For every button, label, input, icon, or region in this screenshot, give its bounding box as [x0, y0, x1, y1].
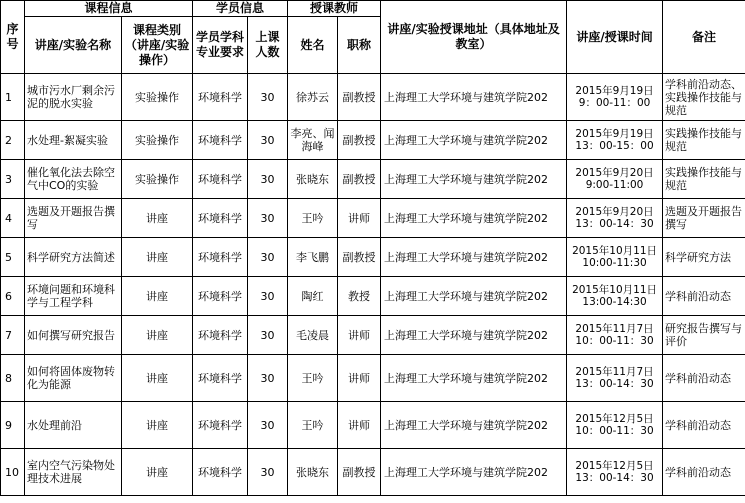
cell-seq: 8: [1, 355, 25, 402]
cell-teacher-title: 教授: [338, 277, 381, 316]
cell-count: 30: [248, 277, 288, 316]
cell-note: 学科前沿动态: [663, 355, 745, 402]
cell-course-type: 讲座: [122, 316, 193, 355]
cell-course-type: 实验操作: [122, 74, 193, 121]
cell-course-type: 讲座: [122, 402, 193, 449]
cell-seq: 5: [1, 238, 25, 277]
header-course-name: 讲座/实验名称: [25, 17, 122, 74]
cell-course-name: 室内空气污染物处理技术进展: [25, 449, 122, 496]
cell-course-name: 如何将固体废物转化为能源: [25, 355, 122, 402]
table-row: [1, 238, 745, 277]
cell-count: 30: [248, 199, 288, 238]
cell-major: 环境科学: [193, 277, 248, 316]
cell-course-type: 讲座: [122, 355, 193, 402]
cell-location: 上海理工大学环境与建筑学院202: [381, 74, 567, 121]
cell-seq: 6: [1, 277, 25, 316]
cell-count: 30: [248, 121, 288, 160]
cell-count: 30: [248, 238, 288, 277]
table-row: [1, 277, 745, 316]
cell-teacher-name: 李亮、闻海峰: [288, 121, 338, 160]
header-major: 学员学科专业要求: [193, 17, 248, 74]
cell-major: 环境科学: [193, 402, 248, 449]
table-row: [1, 449, 745, 496]
cell-teacher-title: 讲师: [338, 199, 381, 238]
cell-note: 实践操作技能与规范: [663, 160, 745, 199]
cell-course-type: 实验操作: [122, 121, 193, 160]
cell-location: 上海理工大学环境与建筑学院202: [381, 316, 567, 355]
cell-location: 上海理工大学环境与建筑学院202: [381, 238, 567, 277]
header-course-type: 课程类别（讲座/实验操作）: [122, 17, 193, 74]
header-course-group: 课程信息: [25, 1, 193, 17]
table-row: [1, 160, 745, 199]
cell-time: 2015年9月19日 9：00-11：00: [567, 74, 663, 121]
cell-time: 2015年9月19日 13：00-15：00: [567, 121, 663, 160]
cell-seq: 9: [1, 402, 25, 449]
cell-major: 环境科学: [193, 238, 248, 277]
cell-note: 学科前沿动态: [663, 402, 745, 449]
cell-teacher-title: 讲师: [338, 355, 381, 402]
cell-time: 2015年10月11日 10:00-11:30: [567, 238, 663, 277]
cell-teacher-name: 王吟: [288, 402, 338, 449]
cell-teacher-name: 陶红: [288, 277, 338, 316]
cell-major: 环境科学: [193, 355, 248, 402]
header-count: 上课人数: [248, 17, 288, 74]
cell-location: 上海理工大学环境与建筑学院202: [381, 355, 567, 402]
cell-note: 研究报告撰写与评价: [663, 316, 745, 355]
cell-seq: 1: [1, 74, 25, 121]
cell-time: 2015年12月5日 10：00-11：30: [567, 402, 663, 449]
cell-teacher-name: 王吟: [288, 199, 338, 238]
cell-course-type: 讲座: [122, 449, 193, 496]
cell-note: 实践操作技能与规范: [663, 121, 745, 160]
header-note: 备注: [663, 1, 745, 74]
cell-count: 30: [248, 402, 288, 449]
cell-note: 选题及开题报告撰写: [663, 199, 745, 238]
cell-seq: 4: [1, 199, 25, 238]
cell-teacher-title: 副教授: [338, 121, 381, 160]
cell-location: 上海理工大学环境与建筑学院202: [381, 402, 567, 449]
table-row: [1, 316, 745, 355]
table-row: [1, 402, 745, 449]
cell-teacher-title: 副教授: [338, 74, 381, 121]
cell-seq: 2: [1, 121, 25, 160]
cell-course-type: 讲座: [122, 238, 193, 277]
cell-major: 环境科学: [193, 74, 248, 121]
cell-course-name: 催化氧化法去除空气中CO的实验: [25, 160, 122, 199]
cell-location: 上海理工大学环境与建筑学院202: [381, 121, 567, 160]
cell-note: 科学研究方法: [663, 238, 745, 277]
cell-count: 30: [248, 74, 288, 121]
cell-major: 环境科学: [193, 316, 248, 355]
cell-count: 30: [248, 316, 288, 355]
cell-major: 环境科学: [193, 199, 248, 238]
cell-count: 30: [248, 160, 288, 199]
cell-time: 2015年11月7日 10：00-11：30: [567, 316, 663, 355]
cell-course-type: 讲座: [122, 277, 193, 316]
table-row: [1, 355, 745, 402]
cell-location: 上海理工大学环境与建筑学院202: [381, 160, 567, 199]
header-student-group: 学员信息: [193, 1, 288, 17]
header-time: 讲座/授课时间: [567, 1, 663, 74]
header-teacher-name: 姓名: [288, 17, 338, 74]
cell-course-name: 选题及开题报告撰写: [25, 199, 122, 238]
cell-teacher-title: 副教授: [338, 449, 381, 496]
cell-teacher-title: 副教授: [338, 238, 381, 277]
cell-count: 30: [248, 355, 288, 402]
cell-course-name: 水处理-絮凝实验: [25, 121, 122, 160]
cell-teacher-name: 李飞鹏: [288, 238, 338, 277]
cell-course-type: 讲座: [122, 199, 193, 238]
cell-seq: 10: [1, 449, 25, 496]
cell-major: 环境科学: [193, 449, 248, 496]
header-seq: 序号: [1, 1, 25, 74]
cell-course-name: 城市污水厂剩余污泥的脱水实验: [25, 74, 122, 121]
cell-teacher-name: 张晓东: [288, 449, 338, 496]
cell-location: 上海理工大学环境与建筑学院202: [381, 277, 567, 316]
header-location: 讲座/实验授课地址（具体地址及教室）: [381, 1, 567, 74]
cell-teacher-name: 徐苏云: [288, 74, 338, 121]
cell-time: 2015年10月11日 13:00-14:30: [567, 277, 663, 316]
header-teacher-group: 授课教师: [288, 1, 381, 17]
header-teacher-title: 职称: [338, 17, 381, 74]
cell-course-name: 水处理前沿: [25, 402, 122, 449]
cell-teacher-name: 王吟: [288, 355, 338, 402]
cell-teacher-name: 张晓东: [288, 160, 338, 199]
cell-seq: 7: [1, 316, 25, 355]
cell-teacher-title: 讲师: [338, 402, 381, 449]
cell-teacher-name: 毛凌晨: [288, 316, 338, 355]
cell-note: 学科前沿动态: [663, 277, 745, 316]
cell-count: 30: [248, 449, 288, 496]
cell-location: 上海理工大学环境与建筑学院202: [381, 199, 567, 238]
cell-course-name: 如何撰写研究报告: [25, 316, 122, 355]
cell-teacher-title: 讲师: [338, 316, 381, 355]
cell-major: 环境科学: [193, 160, 248, 199]
table-row: [1, 199, 745, 238]
cell-course-name: 环境问题和环境科学与工程学科: [25, 277, 122, 316]
table-row: [1, 74, 745, 121]
cell-course-type: 实验操作: [122, 160, 193, 199]
cell-time: 2015年9月20日 9:00-11:00: [567, 160, 663, 199]
cell-teacher-title: 副教授: [338, 160, 381, 199]
cell-seq: 3: [1, 160, 25, 199]
table-row: [1, 121, 745, 160]
cell-major: 环境科学: [193, 121, 248, 160]
cell-course-name: 科学研究方法简述: [25, 238, 122, 277]
cell-location: 上海理工大学环境与建筑学院202: [381, 449, 567, 496]
cell-time: 2015年12月5日 13：00-14：30: [567, 449, 663, 496]
cell-note: 学科前沿动态、实践操作技能与规范: [663, 74, 745, 121]
cell-note: 学科前沿动态: [663, 449, 745, 496]
cell-time: 2015年11月7日 13：00-14：30: [567, 355, 663, 402]
cell-time: 2015年9月20日 13：00-14：30: [567, 199, 663, 238]
header-row-groups: [1, 1, 745, 17]
